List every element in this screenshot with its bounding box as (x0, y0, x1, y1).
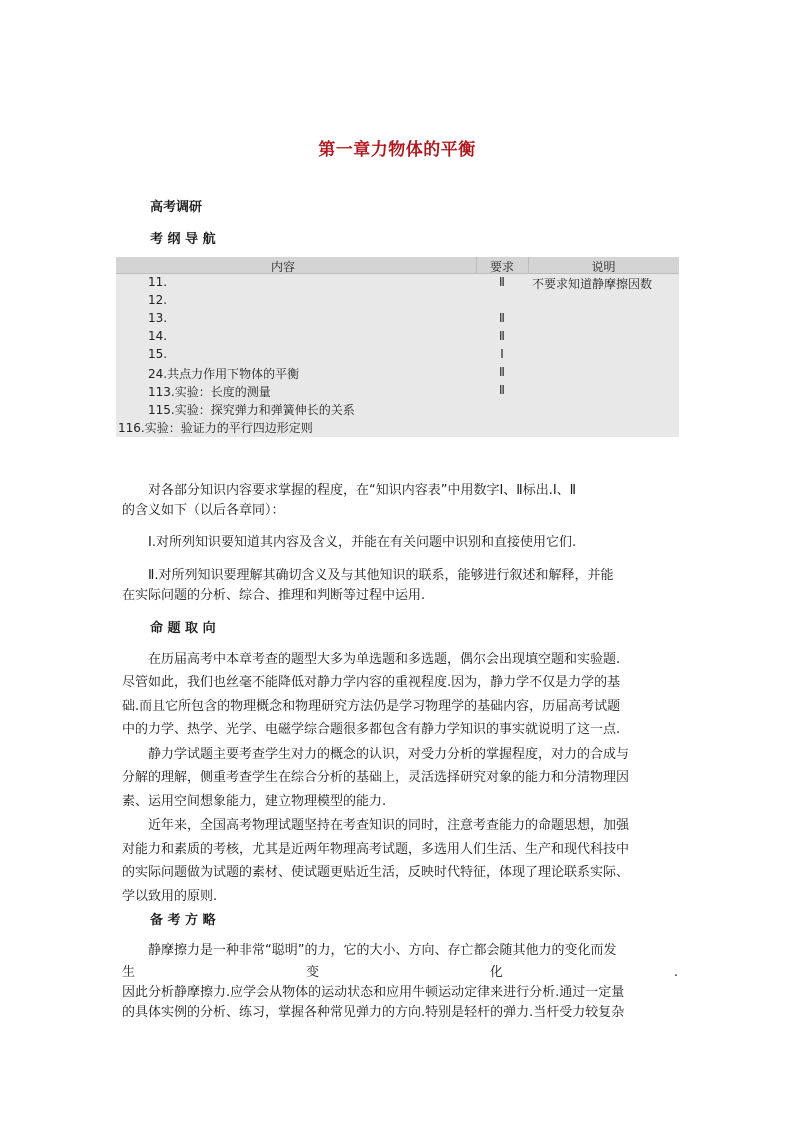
row-requirement: Ⅱ (499, 329, 505, 343)
table-row (116, 365, 679, 383)
row-requirement: Ⅱ (499, 365, 505, 379)
table-row (116, 275, 679, 293)
row-requirement: Ⅱ (499, 275, 505, 289)
paragraph-requirements-line1: 对各部分知识内容要求掌握的程度，在“知识内容表”中用数字Ⅰ、Ⅱ标出.Ⅰ、Ⅱ (148, 483, 577, 498)
table-row (116, 329, 679, 347)
paragraph-exam-types-line2: 尽管如此，我们也丝毫不能降低对静力学内容的重视程度.因为，静力学不仅是力学的基 (122, 675, 621, 690)
justified-word: 变 (305, 965, 319, 980)
section-heading-outline: 考 纲 导 航 (150, 232, 216, 247)
paragraph-level-two-line1: Ⅱ.对所列知识要理解其确切含义及与其他知识的联系，能够进行叙述和解释，并能 (148, 568, 614, 583)
row-content: 15. (148, 347, 168, 361)
header-requirement: 要求 (489, 260, 514, 274)
paragraph-statics-line1: 静力学试题主要考查学生对力的概念的认识，对受力分析的掌握程度，对力的合成与 (148, 747, 630, 762)
row-requirement: Ⅱ (499, 311, 505, 325)
justified-word: . (673, 965, 678, 980)
paragraph-recent-years-line3: 的实际问题做为试题的素材、使试题更贴近生活，反映时代特征，体现了理论联系实际、 (122, 865, 630, 880)
paragraph-static-friction-line3: 因此分析静摩擦力.应学会从物体的运动状态和应用牛顿运动定律来进行分析.通过一定量 (122, 985, 625, 1000)
table-row (116, 311, 679, 329)
row-content: 24.共点力作用下物体的平衡 (148, 367, 300, 381)
table-row (116, 383, 679, 401)
paragraph-recent-years-line2: 对能力和素质的考核，尤其是近两年物理高考试题，多选用人们生活、生产和现代科技中 (122, 842, 630, 857)
syllabus-table (116, 257, 679, 437)
row-note: 不要求知道静摩擦因数 (532, 277, 653, 291)
paragraph-recent-years-line1: 近年来，全国高考物理试题坚持在考查知识的同时，注意考查能力的命题思想，加强 (148, 818, 630, 833)
table-row (116, 419, 679, 437)
paragraph-exam-types-line3: 础.而且它所包含的物理概念和物理研究方法仍是学习物理学的基础内容，历届高考试题 (122, 699, 621, 714)
justified-word: 化 (489, 965, 503, 980)
section-heading-research: 高考调研 (150, 200, 203, 215)
row-requirement: Ⅰ (500, 347, 504, 361)
paragraph-exam-types-line4: 中的力学、热学、光学、电磁学综合题很多都包含有静力学知识的事实就说明了这一点. (122, 722, 621, 737)
paragraph-requirements-line2: 的含义如下（以后各章同）： (122, 503, 285, 518)
row-content: 113.实验：长度的测量 (148, 385, 271, 399)
table-row (116, 401, 679, 419)
chapter-title: 第一章力物体的平衡 (318, 140, 476, 160)
paragraph-level-one: Ⅰ.对所列知识要知道其内容及含义，并能在有关问题中识别和直接使用它们. (148, 535, 577, 550)
justified-word: 生 (122, 965, 136, 980)
paragraph-exam-types-line1: 在历届高考中本章考查的题型大多为单选题和多选题，偶尔会出现填空题和实验题. (148, 652, 621, 667)
row-content: 13. (148, 311, 168, 325)
row-content: 14. (148, 329, 168, 343)
row-content: 12. (148, 293, 168, 307)
paragraph-level-two-line2: 在实际问题的分析、综合、推理和判断等过程中运用. (122, 588, 426, 603)
section-heading-strategy: 备 考 方 略 (150, 913, 216, 928)
table-row (116, 293, 679, 311)
paragraph-statics-line3: 素、运用空间想象能力，建立物理模型的能力. (122, 794, 387, 809)
row-content: 115.实验：探究弹力和弹簧伸长的关系 (148, 403, 355, 417)
section-heading-orientation: 命 题 取 向 (150, 621, 216, 636)
header-note: 说明 (591, 260, 616, 274)
table-header (116, 257, 679, 274)
paragraph-static-friction-line4: 的具体实例的分析、练习，掌握各种常见弹力的方向.特别是轻杆的弹力.当杆受力较复杂 (122, 1005, 625, 1020)
row-content: 11. (148, 275, 168, 289)
header-content: 内容 (271, 260, 296, 274)
paragraph-statics-line2: 分解的理解，侧重考查学生在综合分析的基础上，灵活选择研究对象的能力和分清物理因 (122, 770, 630, 785)
paragraph-static-friction-line1: 静摩擦力是一种非常“聪明”的力，它的大小、方向、存亡都会随其他力的变化而发 (148, 943, 617, 958)
row-content: 116.实验：验证力的平行四边形定则 (118, 421, 313, 435)
table-row (116, 347, 679, 365)
row-requirement: Ⅱ (499, 383, 505, 397)
paragraph-recent-years-line4: 学以致用的原则. (122, 889, 218, 904)
